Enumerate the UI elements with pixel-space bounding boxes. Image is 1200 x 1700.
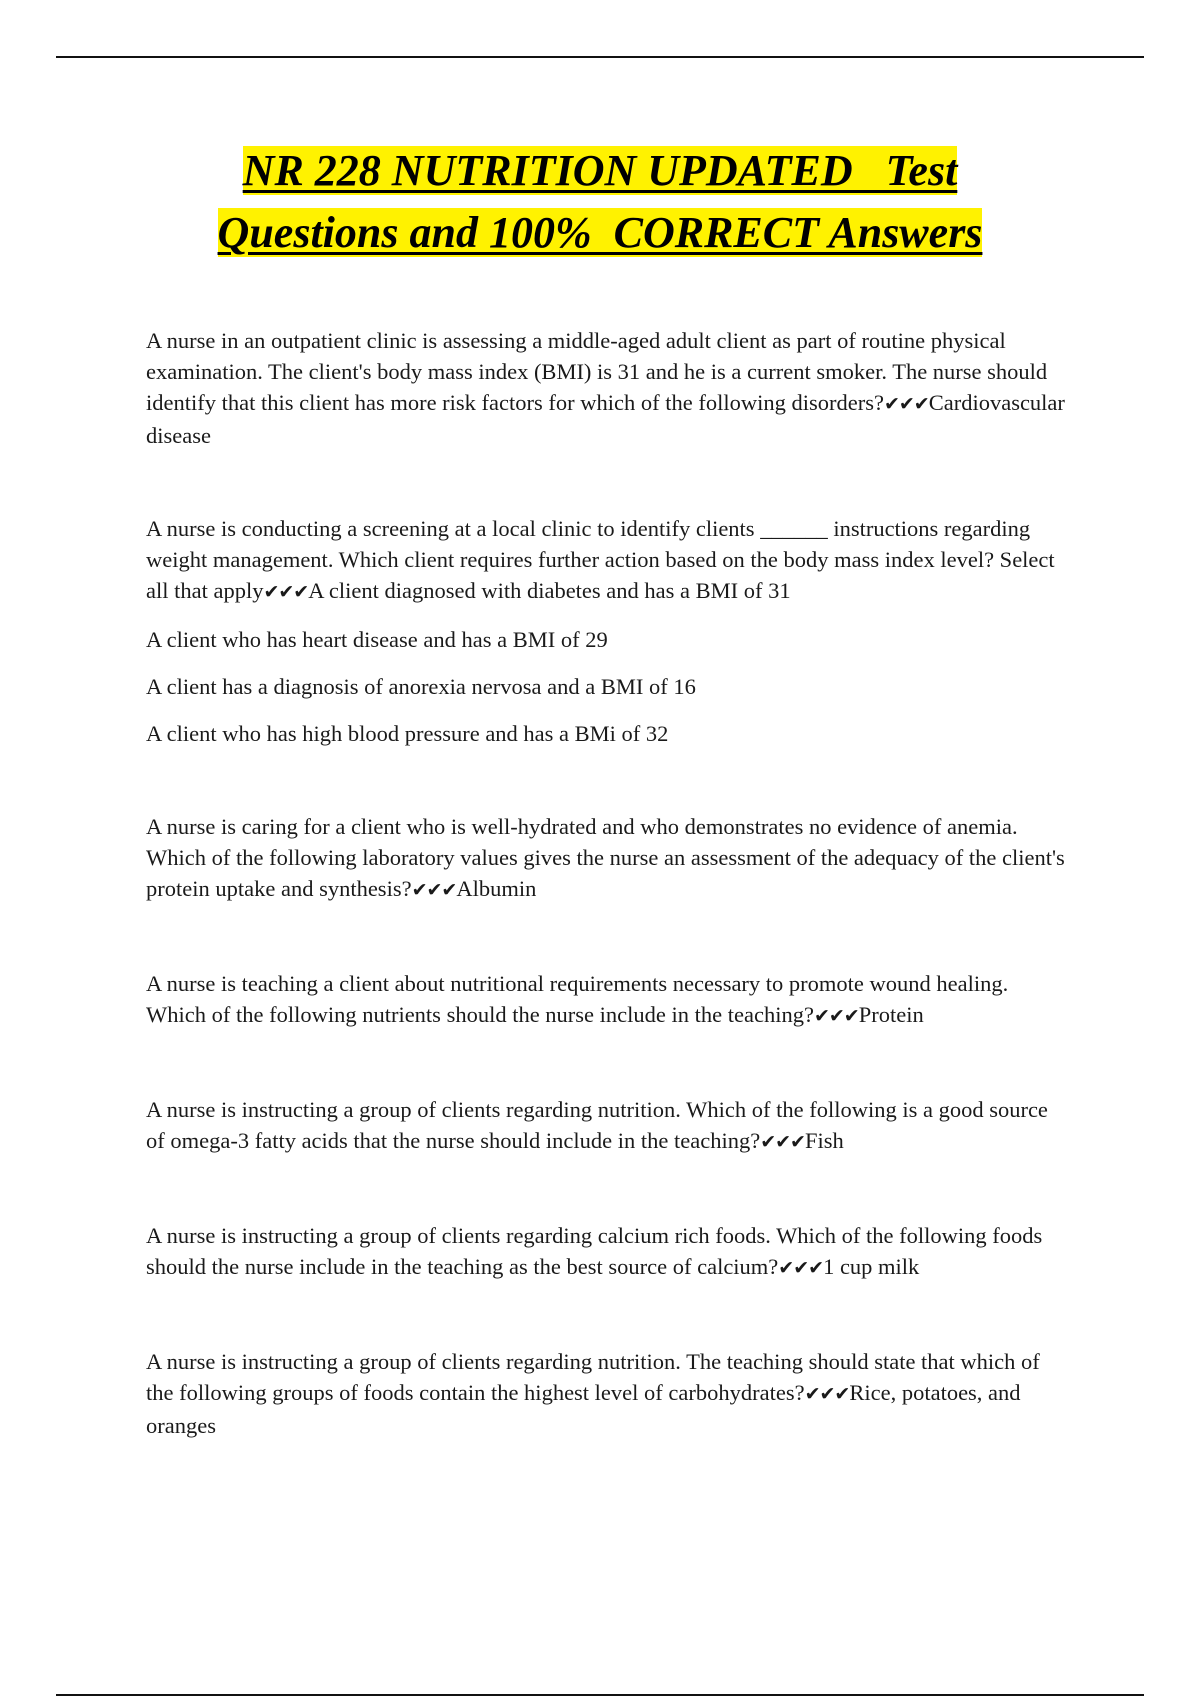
answer-text: Cardiovascular disease xyxy=(146,390,1065,448)
answer-text: Protein xyxy=(858,1002,924,1027)
qa-item-7 xyxy=(146,1346,1066,1441)
answer-text: Rice, potatoes, and oranges xyxy=(146,1380,1021,1438)
answer-text: A client diagnosed with diabetes and has a BMI of 31 xyxy=(308,578,791,603)
qa-item-5 xyxy=(146,1094,1066,1158)
question-text: A nurse is caring for a client who is well-hydrated and who demonstrates no evidence of anemia. Which of the following laboratory values gives the nurse an assessment of the adequacy of the client's protein uptake and synthesis? xyxy=(146,814,1065,901)
question-text: A nurse in an outpatient clinic is assessing a middle-aged adult client as part of routine physical examination. The client's body mass index (BMI) is 31 and he is a current smoker. The nurse should identify that this client has more risk factors for which of the following disorders? xyxy=(146,328,1048,415)
qa-item-6 xyxy=(146,1220,1066,1284)
check-mark-icon: ✔✔✔ xyxy=(804,1383,850,1405)
extra-answer: A client who has high blood pressure and has a BMi of 32 xyxy=(146,721,669,746)
qa-item-2 xyxy=(146,513,1066,608)
answer-text: 1 cup milk xyxy=(823,1254,920,1279)
question-text: A nurse is conducting a screening at a local clinic to identify clients ______ instructions regarding weight management. Which client requires further action based on the body mass index level? Select all that apply xyxy=(146,516,1055,603)
check-mark-icon: ✔✔✔ xyxy=(883,393,929,415)
check-mark-icon: ✔✔✔ xyxy=(263,581,309,603)
question-text: A nurse is instructing a group of clients regarding calcium rich foods. Which of the following foods should the nurse include in the teaching as the best source of calcium? xyxy=(146,1223,1043,1279)
document-title xyxy=(0,140,1200,264)
check-mark-icon: ✔✔✔ xyxy=(760,1131,805,1153)
question-text: A nurse is teaching a client about nutritional requirements necessary to promote wound healing. Which of the following nutrients should the nurse include in the teaching? xyxy=(146,971,1009,1027)
top-rule xyxy=(56,56,1144,58)
qa-item-4 xyxy=(146,968,1066,1032)
qa-content xyxy=(146,325,1066,1441)
question-text: A nurse is instructing a group of clients regarding nutrition. The teaching should state that which of the following groups of foods contain the highest level of carbohydrates? xyxy=(146,1349,1040,1405)
check-mark-icon: ✔✔✔ xyxy=(813,1005,859,1027)
question-text: A nurse is instructing a group of clients regarding nutrition. Which of the following is a good source of omega-3 fatty acids that the nurse should include in the teaching? xyxy=(146,1097,1048,1153)
title-line-1: NR 228 NUTRITION UPDATED Test xyxy=(242,146,958,195)
check-mark-icon: ✔✔✔ xyxy=(778,1257,824,1279)
qa-item-3 xyxy=(146,811,1066,906)
bottom-rule xyxy=(56,1694,1144,1696)
extra-answer: A client who has heart disease and has a BMI of 29 xyxy=(146,627,608,652)
title-line-2: Questions and 100% CORRECT Answers xyxy=(217,208,983,257)
extra-answer: A client has a diagnosis of anorexia nervosa and a BMI of 16 xyxy=(146,674,696,699)
answer-text: Fish xyxy=(804,1128,844,1153)
qa-item-1 xyxy=(146,325,1066,451)
answer-text: Albumin xyxy=(456,876,537,901)
check-mark-icon: ✔✔✔ xyxy=(411,879,457,901)
